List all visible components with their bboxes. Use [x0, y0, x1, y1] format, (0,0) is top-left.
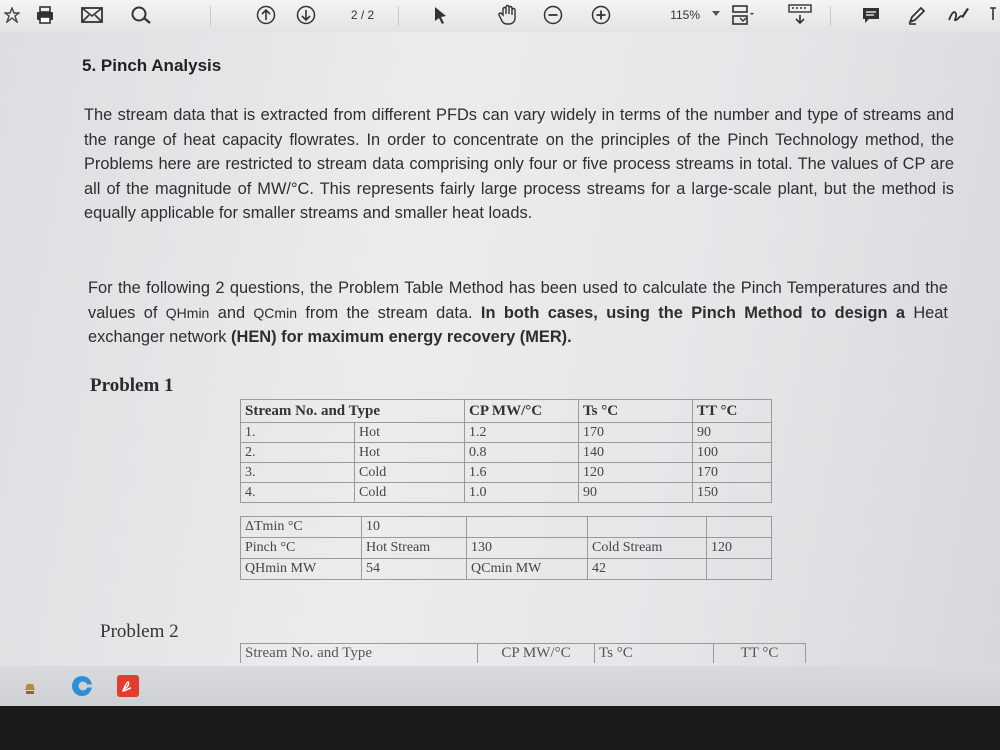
section-title: 5. Pinch Analysis	[82, 56, 222, 75]
stream-no: 1.	[241, 423, 355, 443]
column-header: CP MW/°C	[478, 644, 595, 664]
stream-type: Hot	[355, 423, 465, 443]
table-row	[241, 483, 772, 503]
table-row	[241, 423, 772, 443]
qhmin-label: QHmin MW	[241, 559, 362, 580]
page-indicator[interactable]: 2 / 2	[350, 8, 375, 22]
paragraph-text: Heat exchanger network	[88, 303, 948, 346]
table-header-row	[241, 644, 806, 664]
stream-type: Cold	[355, 483, 465, 503]
table-row	[241, 443, 772, 463]
hot-stream-label: Hot Stream	[362, 538, 467, 559]
stream-type: Hot	[355, 443, 465, 463]
stream-no: 4.	[241, 483, 355, 503]
qcmin-text: QCmin	[253, 304, 297, 321]
empty-cell	[588, 517, 707, 538]
paragraph-text: For the following 2 questions, the Problem Table Method has been used to calculate the Pinch Temperatures and the values of	[88, 279, 948, 322]
star-icon[interactable]	[4, 4, 20, 26]
qcmin-value: 42	[588, 559, 707, 580]
table-row	[241, 559, 772, 580]
screen-bezel	[0, 706, 1000, 750]
cold-stream-label: Cold Stream	[588, 538, 707, 559]
sign-icon[interactable]	[946, 4, 972, 26]
column-header: Ts °C	[579, 400, 693, 423]
zoom-in-icon[interactable]	[590, 4, 612, 26]
chevron-down-icon[interactable]	[712, 11, 720, 16]
qcmin-label: QCmin MW	[467, 559, 588, 580]
qhmin-text: QHmin	[165, 304, 210, 321]
problem2-title: Problem 2	[100, 621, 179, 642]
previous-page-icon[interactable]	[255, 4, 277, 26]
more-tools-icon[interactable]	[986, 4, 1000, 26]
stream-ts: 90	[579, 483, 693, 503]
document-page	[0, 32, 1000, 666]
table-row	[241, 538, 772, 559]
questions-paragraph	[88, 276, 948, 350]
stream-cp: 1.2	[465, 423, 579, 443]
select-cursor-icon[interactable]	[430, 4, 450, 26]
stream-no: 2.	[241, 443, 355, 463]
pinch-results-table	[240, 516, 772, 580]
stream-cp: 0.8	[465, 443, 579, 463]
taskbar	[0, 666, 1000, 706]
keyboard-scroll-icon[interactable]	[786, 4, 814, 26]
stream-ts: 140	[579, 443, 693, 463]
qhmin-value: 54	[362, 559, 467, 580]
stream-ts: 170	[579, 423, 693, 443]
fit-page-icon[interactable]	[730, 4, 756, 26]
stream-cp: 1.0	[465, 483, 579, 503]
stream-data-table	[240, 399, 772, 503]
stream-tt: 90	[693, 423, 772, 443]
table-header-row	[241, 400, 772, 423]
stream-tt: 100	[693, 443, 772, 463]
problem1-title: Problem 1	[90, 375, 174, 396]
paragraph-text: from the stream data.	[296, 303, 481, 322]
pdf-toolbar	[0, 0, 1000, 33]
print-icon[interactable]	[34, 4, 56, 26]
pinch-label: Pinch °C	[241, 538, 362, 559]
column-header: TT °C	[693, 400, 772, 423]
stream-tt: 170	[693, 463, 772, 483]
column-header: CP MW/°C	[465, 400, 579, 423]
stream-no: 3.	[241, 463, 355, 483]
pdf-reader-icon[interactable]	[116, 674, 140, 698]
browser-icon[interactable]	[70, 674, 94, 698]
zoom-out-icon[interactable]	[542, 4, 564, 26]
empty-cell	[467, 517, 588, 538]
comment-icon[interactable]	[860, 4, 882, 26]
hand-tool-icon[interactable]	[496, 4, 520, 26]
intro-paragraph: The stream data that is extracted from different PFDs can vary widely in terms of the number and type of streams and the range of heat capacity flowrates. In order to concentrate on the principles of the Pinch Technology method, the Problems here are restricted to stream data comprising only four or five process streams in total. The values of CP are all of the magnitude of MW/°C. This represents fairly large process streams for a large-scale plant, but the method is equally applicable for smaller streams and smaller heat loads.	[84, 106, 954, 222]
stream-type: Cold	[355, 463, 465, 483]
column-header: Stream No. and Type	[241, 400, 465, 423]
zoom-level[interactable]: 115%	[670, 8, 700, 22]
stream-ts: 120	[579, 463, 693, 483]
column-header: Ts °C	[595, 644, 714, 664]
table-row	[241, 517, 772, 538]
paragraph-bold-text: (HEN) for maximum energy recovery (MER).	[231, 328, 572, 346]
cold-stream-value: 120	[707, 538, 772, 559]
dtmin-value: 10	[362, 517, 467, 538]
table-row	[241, 463, 772, 483]
stream-tt: 150	[693, 483, 772, 503]
column-header: TT °C	[714, 644, 806, 664]
empty-cell	[707, 559, 772, 580]
paragraph-text: and	[209, 303, 254, 322]
next-page-icon[interactable]	[295, 4, 317, 26]
column-header: Stream No. and Type	[241, 644, 478, 664]
email-icon[interactable]	[80, 4, 104, 26]
stream-cp: 1.6	[465, 463, 579, 483]
hot-stream-value: 130	[467, 538, 588, 559]
empty-cell	[707, 517, 772, 538]
highlight-pen-icon[interactable]	[906, 4, 928, 26]
paragraph-bold-text: In both cases, using the Pinch Method to design a	[480, 303, 914, 322]
tablet-mode-icon[interactable]	[22, 674, 46, 698]
dtmin-label: ΔTmin °C	[241, 517, 362, 538]
search-icon[interactable]	[128, 4, 154, 26]
problem2-stream-table	[240, 643, 806, 663]
